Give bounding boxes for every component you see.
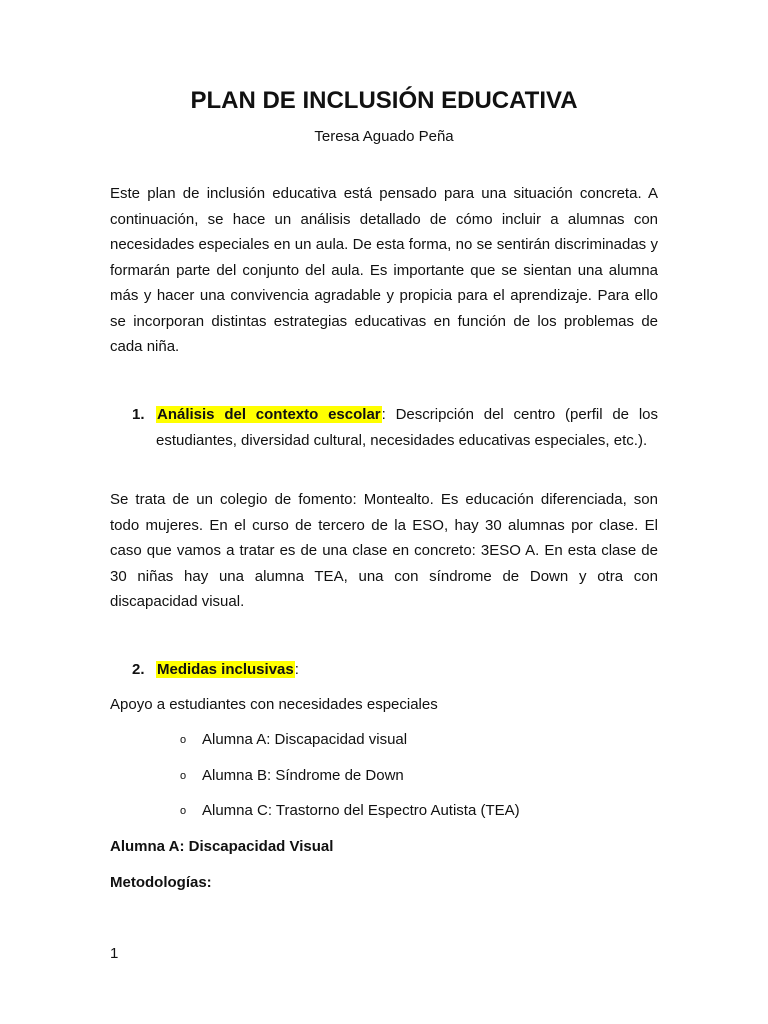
section-1-body bbox=[156, 402, 658, 453]
section-2-heading: Medidas inclusivas bbox=[157, 661, 294, 678]
context-paragraph: Se trata de un colegio de fomento: Montealto. Es educación diferenciada, son todo mujeres. En el curso de tercero de la ESO, hay 30 alumnas por clase. El caso que vamos a tratar es de una clase en concreto: 3ESO A. En esta clase de 30 niñas hay una alumna TEA, una con síndrome de Down y otra con discapacidad visual. bbox=[110, 491, 658, 610]
list-item-label: Alumna A: Discapacidad visual bbox=[202, 731, 408, 748]
section-2-item bbox=[110, 657, 658, 683]
bullet-icon: o bbox=[180, 770, 187, 783]
list-item bbox=[180, 765, 404, 787]
intro-paragraph: Este plan de inclusión educativa está pensado para una situación concreta. A continuación, se hace un análisis detallado de cómo incluir a alumnas con necesidades especiales en un aula. De esta forma, no se sentirán discriminadas y formarán parte del conjunto del aula. Es importante que se sientan una alumna más y hacer una convivencia agradable y propicia para el aprendizaje. Para ello se incorporan distintas estrategias educativas en función de los problemas de cada niña. bbox=[110, 185, 658, 355]
section-2-body bbox=[156, 657, 658, 683]
list-item bbox=[180, 729, 407, 751]
section-1-text: : Descripción del centro (perfil de los estudiantes, diversidad cultural, necesidades educativas especiales, etc.). bbox=[156, 406, 658, 449]
section-1-heading: Análisis del contexto escolar bbox=[157, 406, 381, 423]
bullet-icon: o bbox=[180, 805, 187, 818]
bullet-icon: o bbox=[180, 734, 187, 747]
document-title: PLAN DE INCLUSIÓN EDUCATIVA bbox=[190, 87, 578, 114]
list-item-label: Alumna C: Trastorno del Espectro Autista (TEA) bbox=[202, 802, 520, 819]
support-line: Apoyo a estudiantes con necesidades especiales bbox=[110, 696, 438, 713]
document-author: Teresa Aguado Peña bbox=[314, 128, 454, 145]
list-item-label: Alumna B: Síndrome de Down bbox=[202, 767, 404, 784]
section-2-text: : bbox=[294, 661, 299, 678]
subheading-alumna-a: Alumna A: Discapacidad Visual bbox=[110, 838, 334, 855]
section-2-number: 2. bbox=[132, 661, 145, 678]
list-item bbox=[180, 800, 520, 822]
section-1-number: 1. bbox=[132, 406, 145, 423]
page-number: 1 bbox=[110, 945, 119, 962]
subheading-methodologies: Metodologías: bbox=[110, 874, 212, 891]
section-1-item bbox=[110, 402, 658, 453]
